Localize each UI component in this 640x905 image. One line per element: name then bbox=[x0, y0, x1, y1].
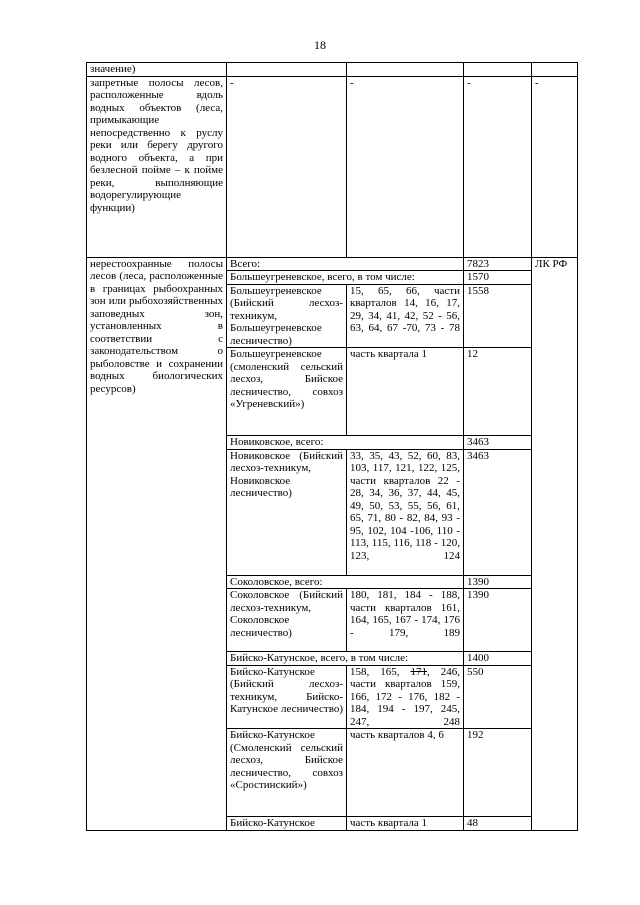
quarters-cell: часть кварталов 4, 6 bbox=[347, 729, 464, 817]
basis-cell: ЛК РФ bbox=[532, 257, 578, 830]
area-cell: 7823 bbox=[464, 257, 532, 271]
category-cell: запретные полосы лесов, расположенные вдоль водных объектов (леса, примыкающие непосредственно к руслу реки или берегу другого водного объекта, а при безлесной пойме – к пойме реки, выполняющие водорегулирующие функции) bbox=[87, 76, 227, 257]
area-cell: 1570 bbox=[464, 271, 532, 285]
quarters-cell: 180, 181, 184 - 188, части кварталов 161, 164, 165, 167 - 174, 176 - 179, 189 bbox=[347, 589, 464, 652]
struck-quarter: 171 bbox=[410, 665, 427, 678]
area-cell: 1390 bbox=[464, 589, 532, 652]
area-cell: 3463 bbox=[464, 449, 532, 575]
area-cell: 550 bbox=[464, 665, 532, 729]
subtotal-label: Бийско-Катунское, всего, в том числе: bbox=[227, 652, 464, 666]
page-number: 18 bbox=[314, 38, 326, 52]
area-cell: 1558 bbox=[464, 284, 532, 348]
area-cell: 48 bbox=[464, 817, 532, 831]
quarters-cell: часть квартала 1 bbox=[347, 817, 464, 831]
forestry-cell: - bbox=[227, 76, 347, 257]
area-cell: 192 bbox=[464, 729, 532, 817]
table-row bbox=[87, 63, 578, 77]
forest-protection-table bbox=[86, 62, 578, 831]
forestry-cell: Новиковское (Бийский лесхоз-техникум, Новиковское лесничество) bbox=[227, 449, 347, 575]
area-cell: 12 bbox=[464, 348, 532, 436]
quarters-cell: - bbox=[347, 76, 464, 257]
forestry-cell: Соколовское (Бийский лесхоз-техникум, Соколовское лесничество) bbox=[227, 589, 347, 652]
forestry-cell: Большеугреневское (смоленский сельский лесхоз, Бийское лесничество, совхоз «Угреневский») bbox=[227, 348, 347, 436]
quarters-cell: часть квартала 1 bbox=[347, 348, 464, 436]
subtotal-label: Соколовское, всего: bbox=[227, 575, 464, 589]
subtotal-label: Большеугреневское, всего, в том числе: bbox=[227, 271, 464, 285]
area-cell: 3463 bbox=[464, 436, 532, 450]
category-cell: значение) bbox=[87, 63, 227, 77]
forestry-cell: Бийско-Катунское bbox=[227, 817, 347, 831]
forestry-cell: Бийско-Катунское (Бийский лесхоз-техникум, Бийско-Катунское лесничество) bbox=[227, 665, 347, 729]
quarters-cell: 33, 35, 43, 52, 60, 83, 103, 117, 121, 122, 125, части кварталов 22 - 28, 34, 36, 37, 44, 45, 49, 50, 53, 55, 56, 61, 65, 71, 80 - 82, 84, 93 - 95, 102, 104 -106, 110 - 113, 115, 116, 118 - 120, 123, 124 bbox=[347, 449, 464, 575]
area-cell: 1400 bbox=[464, 652, 532, 666]
forestry-cell: Большеугреневское (Бийский лесхоз-техникум, Большеугреневское лесничество) bbox=[227, 284, 347, 348]
basis-cell: - bbox=[532, 76, 578, 257]
quarters-cell: 158, 165, 171, 246, части кварталов 159, 166, 172 - 176, 182 - 184, 194 - 197, 245, 247, 248 bbox=[347, 665, 464, 729]
table-row bbox=[87, 76, 578, 257]
total-label: Всего: bbox=[227, 257, 464, 271]
quarters-cell: 15, 65, 66, части кварталов 14, 16, 17, 29, 34, 41, 42, 52 - 56, 63, 64, 67 -70, 73 - 78 bbox=[347, 284, 464, 348]
forestry-cell: Бийско-Катунское (Смоленский сельский лесхоз, Бийское лесничество, совхоз «Сростинский») bbox=[227, 729, 347, 817]
area-cell: - bbox=[464, 76, 532, 257]
category-cell: нерестоохранные полосы лесов (леса, расположенные в границах рыбоохранных зон или рыбохозяйственных заповедных зон, установленных в соответствии с законодательством о рыболовстве и сохранении водных биологических ресурсов) bbox=[87, 257, 227, 830]
subtotal-label: Новиковское, всего: bbox=[227, 436, 464, 450]
area-cell: 1390 bbox=[464, 575, 532, 589]
table-row bbox=[87, 257, 578, 271]
